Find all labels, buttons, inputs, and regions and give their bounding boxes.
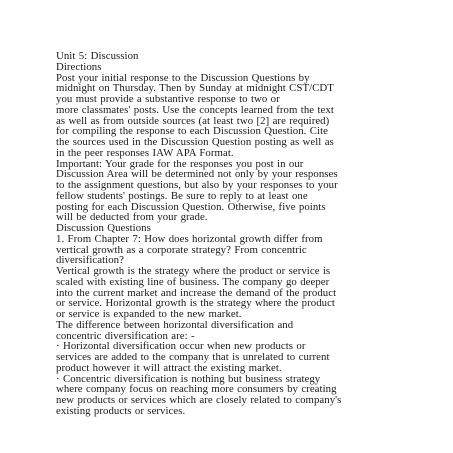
text-line: to the assignment questions, but also by your responses to your <box>56 179 338 191</box>
text-line: Unit 5: Discussion <box>56 50 139 62</box>
text-line: concentric diversification are: - <box>56 329 195 342</box>
text-line: new products or services which are closely related to company's <box>56 394 342 406</box>
text-line: the sources used in the Discussion Question posting as well as <box>56 136 334 148</box>
text-line: Discussion Questions <box>56 222 151 234</box>
text-line: in the peer responses IAW APA Format. <box>56 146 234 159</box>
text-line: Important: Your grade for the responses you post in our <box>56 157 304 170</box>
text-line: posting for each Discussion Question. Otherwise, five points <box>56 200 326 213</box>
text-line: will be deducted from your grade. <box>56 211 208 224</box>
text-line: Post your initial response to the Discussion Questions by <box>56 71 310 84</box>
text-line: more classmates' posts. Use the concepts learned from the text <box>56 103 334 116</box>
text-line: into the current market and increase the demand of the product <box>56 286 337 299</box>
text-line: or service is expanded to the new market. <box>56 308 242 320</box>
text-line: fellow students' postings. Be sure to reply to at least one <box>56 189 308 202</box>
text-line: · Horizontal diversification occur when new products or <box>56 340 306 353</box>
text-line: Discussion Area will be determined not only by your responses <box>56 168 338 181</box>
text-line: scaled with existing line of business. The company go deeper <box>56 275 330 288</box>
text-line: vertical growth as a corporate strategy? From concentric <box>56 243 307 256</box>
text-line: you must provide a substantive response to two or <box>56 93 280 105</box>
text-line: for compiling the response to each Discussion Question. Cite <box>56 125 328 138</box>
text-line: existing products or services. <box>56 404 186 417</box>
text-line: product however it will attract the existing market. <box>56 361 282 374</box>
text-line: where company focus on reaching more consumers by creating <box>56 383 337 396</box>
text-line: services are added to the company that is unrelated to current <box>56 351 330 363</box>
text-line: The difference between horizontal diversification and <box>56 318 294 331</box>
text-line: diversification? <box>56 254 124 267</box>
text-line: · Concentric diversification is nothing but business strategy <box>56 372 321 385</box>
text-line: Vertical growth is the strategy where the product or service is <box>56 265 331 277</box>
text-line: 1. From Chapter 7: How does horizontal growth differ from <box>56 232 323 245</box>
text-line: midnight on Thursday. Then by Sunday at midnight CST/CDT <box>56 82 334 95</box>
text-line: or service. Horizontal growth is the strategy where the product <box>56 297 335 310</box>
text-line: Directions <box>56 60 102 73</box>
text-line: as well as from outside sources (at least two [2] are required) <box>56 114 330 127</box>
